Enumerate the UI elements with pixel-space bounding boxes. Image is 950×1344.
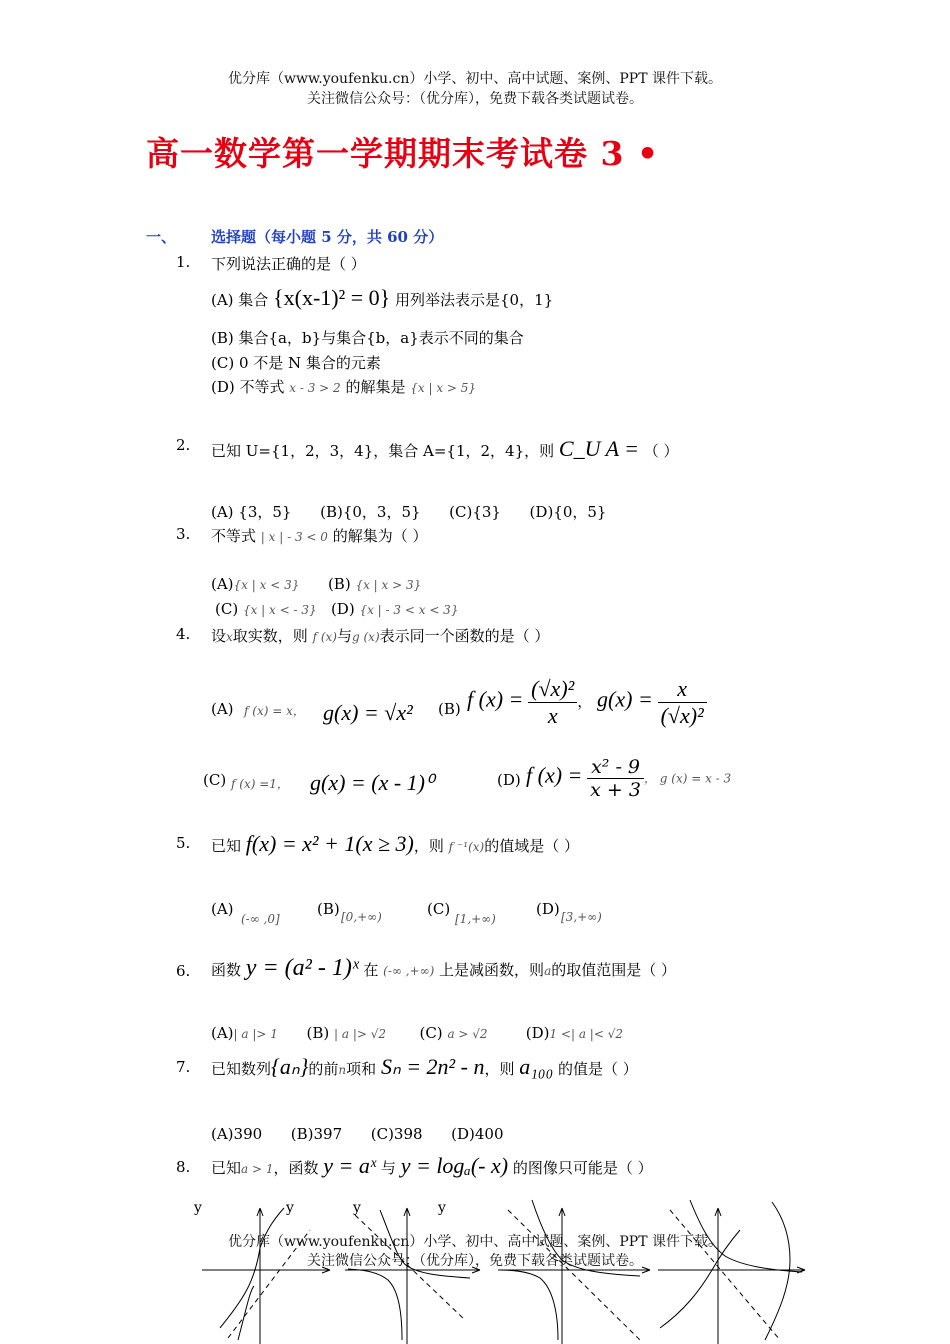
q2-options: (A) {3，5} (B){0，3，5} (C){3} (D){0，5} (211, 503, 607, 521)
q3-b-label: (B) (327, 575, 351, 593)
q3-inequality: | x | - 3 < 0 (260, 530, 328, 544)
q5-b-math: [0,+∞) (341, 910, 382, 924)
q2-stem: 已知 U={1，2，3，4}，集合 A={1，2，4}，则 (211, 442, 555, 460)
q6-b-math: | a |> √2 (334, 1027, 387, 1041)
q8-graph-b (345, 1208, 480, 1344)
q1-option-a (211, 285, 553, 311)
q2-number: 2. (176, 436, 191, 454)
graph-b-curve-2 (348, 1269, 402, 1340)
q4-b-g-lhs: g(x) = (597, 686, 653, 712)
q4-f: f (x) (312, 630, 337, 644)
q1-option-d (211, 376, 476, 397)
q3-a-math: {x | x < 3} (233, 578, 300, 592)
q5-c-label: (C) (427, 900, 451, 918)
q6-d-label: (D) (525, 1024, 550, 1042)
q6-d-math: 1 <| a |< √2 (549, 1027, 623, 1041)
q5-a-label: (A) (211, 900, 234, 918)
q4-b-g-num: x (677, 676, 688, 701)
graph-c-curve-2 (500, 1270, 558, 1340)
q1-a-set: {x(x-1)² = 0} (273, 285, 391, 310)
q4-stem-prefix: 设 (211, 627, 227, 645)
graph-a-curve-2 (238, 1286, 254, 1340)
q1-number: 1. (176, 253, 191, 271)
q3-c-math: {x | x < - 3} (242, 603, 317, 617)
q8-condition: a > 1 (241, 1162, 274, 1176)
q8-graph-c (498, 1200, 650, 1344)
header-line-1: 优分库（www.youfenku.cn）小学、初中、高中试题、案例、PPT 课件下载。 (227, 71, 722, 87)
q7-stem-mid3: ，则 (484, 1060, 515, 1078)
q6-stem-suffix: 的取值范围是（ ） (551, 961, 676, 979)
q7-sum-formula: Sₙ = 2n² - n (380, 1054, 485, 1079)
section-label: 选择题（每小题 5 分，共 60 分） (211, 228, 444, 246)
q2-complement-expr: C_U A = (558, 436, 639, 461)
q1-a-suffix: 用列举法表示是{0，1} (394, 291, 554, 309)
q3-options-ab (211, 575, 421, 593)
q3-number: 3. (176, 525, 191, 543)
q3-b-math: {x | x > 3} (355, 578, 422, 592)
graph-a-y-label: y (194, 1200, 202, 1216)
q4-stem-mid2: 与 (336, 627, 352, 645)
q5-stem-suffix: 的值域是（ ） (484, 837, 579, 855)
footer-line-1: 优分库（www.youfenku.cn）小学、初中、高中试题、案例、PPT 课件下载。 (227, 1234, 722, 1250)
q1-d-mid: 的解集是 (345, 378, 406, 396)
q4-d-fraction (587, 756, 644, 801)
q7-var-n: n (338, 1063, 347, 1077)
q4-stem-mid1: 取实数，则 (232, 627, 308, 645)
q3-c-label: (C) (215, 600, 239, 618)
q1-option-c: (C) 0 不是 N 集合的元素 (211, 354, 381, 372)
q1-d-inequality: x - 3 > 2 (289, 381, 341, 395)
graph-d-dashed-line (670, 1210, 780, 1340)
q1-option-b: (B) 集合{a，b}与集合{b，a}表示不同的集合 (211, 329, 524, 347)
q5-stem-prefix: 已知 (211, 837, 242, 855)
q4-b-g-fraction (658, 676, 707, 729)
q3-options-cd (215, 600, 458, 618)
footer-line-2: 关注微信公众号：（优分库），免费下载各类试题试卷。 (307, 1253, 643, 1269)
graph-d-y-label: y (438, 1200, 446, 1216)
q5-c-math: [1,+∞) (455, 912, 496, 926)
q3-d-math: {x | - 3 < x < 3} (359, 603, 459, 617)
q1-d-set: {x | x > 5} (410, 381, 477, 395)
q6-stem-mid2: 上是减函数，则 (439, 961, 545, 979)
q7-stem-mid2: 项和 (346, 1060, 377, 1078)
q5-a-math: (-∞ ,0] (241, 912, 280, 926)
q4-b-g-den: (√x)² (658, 702, 707, 729)
q8-graph-a (202, 1208, 330, 1344)
q1-a-prefix: (A) 集合 (211, 291, 269, 309)
q4-a-g: g(x) = √x² (323, 700, 413, 725)
q4-b-f (467, 676, 707, 729)
q5-stem-line (211, 831, 579, 857)
q3-d-label: (D) (330, 600, 355, 618)
q8-number: 8. (176, 1158, 191, 1176)
q3-stem-line (211, 525, 427, 546)
q5-d-label: (D) (536, 900, 560, 918)
q8-stem-suffix: 的图像只可能是（ ） (512, 1159, 653, 1177)
q4-d-g: ， g (x) = x - 3 (643, 771, 732, 786)
q8-stem-mid2: 与 (380, 1159, 396, 1177)
q4-g: g (x) (352, 630, 380, 644)
q4-b-label: (B) (438, 700, 461, 718)
q1-stem: 下列说法正确的是（ ） (211, 255, 366, 273)
q2-paren: （ ） (643, 442, 679, 460)
q4-d-f-lhs: f (x) = (526, 762, 583, 788)
q6-function: y = (a² - 1)ˣ (245, 955, 359, 981)
q3-stem-prefix: 不等式 (211, 527, 257, 545)
q8-log-function: y = logₐ(- x) (400, 1153, 509, 1178)
q7-options: (A)390 (B)397 (C)398 (D)400 (211, 1125, 504, 1143)
q6-c-label: (C) (419, 1024, 443, 1042)
q4-b-f-lhs: f (x) = (467, 686, 524, 712)
q6-interval: (-∞ ,+∞) (383, 964, 435, 978)
page-title: 高一数学第一学期期末考试卷 3 • (146, 134, 660, 173)
q4-b-comma: ， (577, 692, 593, 711)
q5-number: 5. (176, 834, 191, 852)
q6-stem-mid: 在 (363, 961, 379, 979)
q4-d-f (526, 756, 731, 801)
q6-a-label: (A) (211, 1024, 234, 1042)
q8-exp-function: y = aˣ (323, 1153, 377, 1178)
q7-stem-mid: 的前 (308, 1060, 339, 1078)
q8-stem-line (211, 1153, 653, 1179)
q1-d-prefix: (D) 不等式 (211, 378, 285, 396)
q4-number: 4. (176, 625, 191, 643)
q8-stem-mid: ，函数 (273, 1159, 319, 1177)
q5-function: f(x) = x² + 1(x ≥ 3) (245, 831, 414, 856)
q4-b-f-num: (√x)² (531, 676, 575, 701)
q6-b-label: (B) (306, 1024, 330, 1042)
q7-sequence: {aₙ} (271, 1054, 309, 1079)
q2-stem-line (211, 436, 679, 462)
q6-options (211, 1024, 623, 1042)
q4-var-x: x (226, 630, 233, 644)
q4-a-f: f (x) = x， (244, 704, 305, 718)
q6-stem-prefix: 函数 (211, 961, 242, 979)
q8-stem-prefix: 已知 (211, 1159, 242, 1177)
q4-c-f: f (x) =1， (231, 777, 289, 791)
q5-stem-mid: ，则 (413, 837, 444, 855)
q6-a-math: | a |> 1 (233, 1027, 278, 1041)
q3-a-label: (A) (211, 575, 234, 593)
q4-a-label: (A) (211, 700, 234, 718)
q7-stem-suffix: 的值是（ ） (558, 1060, 638, 1078)
q5-d-math: [3,+∞) (561, 910, 602, 924)
q4-stem-suffix: 表示同一个函数的是（ ） (379, 627, 550, 645)
q6-var-a: a (544, 964, 552, 978)
q4-d-num: x² - 9 (591, 756, 641, 778)
q5-inverse: f ⁻¹(x) (448, 840, 485, 854)
q6-number: 6. (176, 962, 191, 980)
q4-c-g: g(x) = (x - 1)⁰ (310, 770, 434, 795)
q4-d-label: (D) (497, 771, 521, 789)
q7-a100: a₁₀₀ (519, 1054, 554, 1079)
q7-number: 7. (176, 1058, 191, 1076)
section-number: 一、 (146, 228, 177, 246)
q3-stem-suffix: 的解集为（ ） (332, 527, 428, 545)
header-line-2: 关注微信公众号：（优分库），免费下载各类试题试卷。 (307, 91, 643, 107)
graph-c-y-label: y (353, 1200, 361, 1216)
q7-stem-prefix: 已知数列 (211, 1060, 272, 1078)
q7-stem-line (211, 1054, 638, 1080)
q4-c-label: (C) (203, 771, 227, 789)
q4-b-f-den: x (528, 702, 577, 729)
graph-b-y-label: y (286, 1200, 294, 1216)
q5-b-label: (B) (317, 900, 340, 918)
q6-stem-line (211, 955, 676, 982)
q6-c-math: a > √2 (447, 1027, 488, 1041)
q4-b-f-fraction (528, 676, 577, 729)
q8-graph-d (658, 1200, 805, 1344)
q4-stem-line (211, 625, 549, 646)
q4-d-den: x + 3 (587, 778, 644, 801)
